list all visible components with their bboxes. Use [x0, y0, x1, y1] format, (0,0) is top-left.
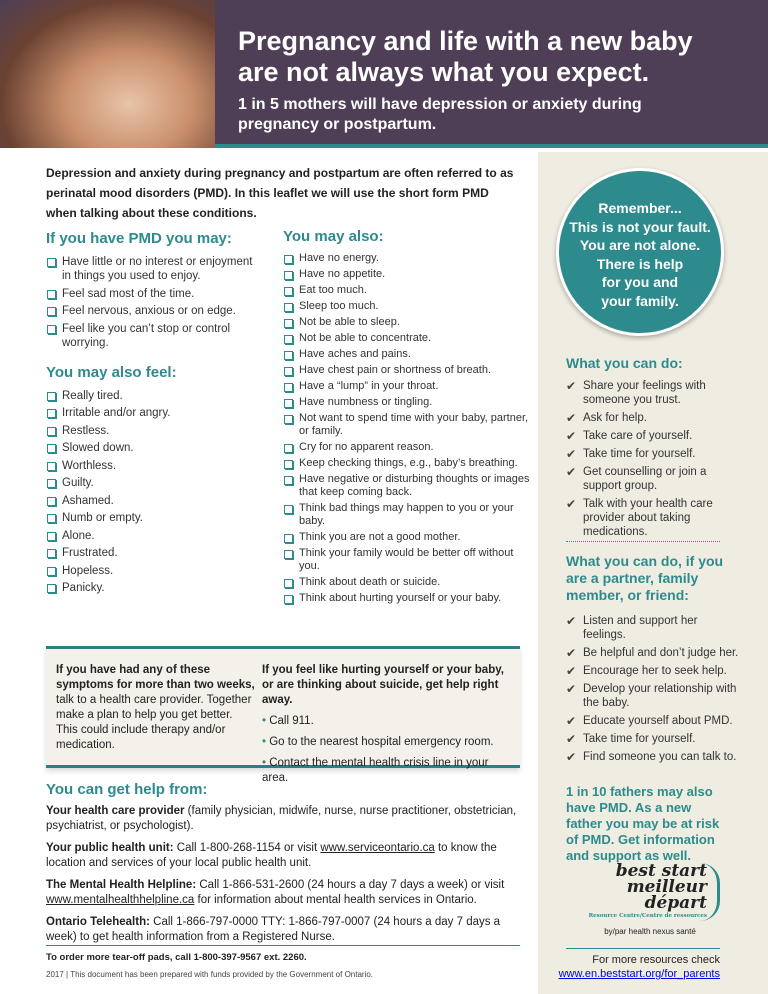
may-item: Feel like you can’t stop or control worrying.	[46, 322, 256, 350]
title-line: are not always what you expect.	[238, 57, 650, 87]
remember-circle	[556, 168, 724, 336]
urgent-item-text: Go to the nearest hospital emergency room.	[269, 736, 494, 748]
best-start-logo	[580, 863, 720, 936]
may-item: Feel sad most of the time.	[46, 287, 256, 301]
remember-line: This is not your fault.	[569, 218, 711, 235]
page-title	[238, 26, 693, 88]
also-item: Think bad things may happen to you or your baby.	[283, 502, 535, 528]
public-health-text: Call 1-800-268-1154 or visit	[173, 842, 321, 854]
funding-line: 2017 | This document has been prepared with funds provided by the Government of Ontario.	[46, 970, 374, 979]
feel-item: Numb or empty.	[46, 511, 256, 525]
feel-item: Panicky.	[46, 581, 256, 595]
sidebar-rule	[566, 948, 720, 949]
also-item: Think you are not a good mother.	[283, 531, 535, 544]
may-list	[46, 255, 256, 350]
also-item: Cry for no apparent reason.	[283, 441, 535, 454]
also-item: Sleep too much.	[283, 300, 535, 313]
also-item: Think your family would be better off without you.	[283, 547, 535, 573]
may-item: Feel nervous, anxious or on edge.	[46, 304, 256, 318]
can-do-heading: What you can do:	[566, 355, 683, 371]
logo-line: Resource Centre/Centre de ressources	[588, 913, 707, 919]
logo-line: meilleur départ	[626, 877, 707, 913]
partner-item: ✔ Educate yourself about PMD.	[566, 714, 741, 728]
intro-text: Depression and anxiety during pregnancy and postpartum are often referred to as perinatal mood disorders (PMD). In this leaflet we will use the short form PMD when talking about these conditions.	[46, 166, 514, 220]
feel-item: Irritable and/or angry.	[46, 406, 256, 420]
also-item: Have chest pain or shortness of breath.	[283, 364, 535, 377]
feel-list	[46, 389, 256, 596]
feel-item: Ashamed.	[46, 494, 256, 508]
public-health-label: Your public health unit:	[46, 842, 174, 854]
urgent-item	[262, 714, 517, 729]
helpline-label: The Mental Health Helpline:	[46, 879, 197, 891]
also-section	[283, 228, 535, 608]
can-do-item: ✔ Share your feelings with someone you trust.	[566, 379, 746, 407]
also-heading: You may also:	[283, 228, 384, 245]
can-do-section	[566, 355, 746, 543]
can-do-item: ✔ Talk with your health care provider about taking medications.	[566, 497, 746, 539]
feel-item: Frustrated.	[46, 546, 256, 560]
bullet-icon: •	[262, 715, 270, 727]
more-resources	[540, 953, 720, 981]
can-do-item: ✔ Take care of yourself.	[566, 429, 746, 443]
bullet-icon: •	[262, 736, 270, 748]
also-item: Not be able to concentrate.	[283, 332, 535, 345]
help-public-health	[46, 841, 526, 871]
partner-list	[566, 614, 741, 764]
provider-label: Your health care provider	[46, 805, 185, 817]
partner-item: ✔ Encourage her to seek help.	[566, 664, 741, 678]
health-nexus-logo: by/par health nexus santé	[604, 927, 696, 936]
provider-text: (family physician, midwife, nurse, nurse practitioner, obstetrician, psychiatrist, or psychologist).	[46, 805, 517, 832]
help-heading: You can get help from:	[46, 781, 208, 798]
feel-item: Really tired.	[46, 389, 256, 403]
year: 2017	[46, 970, 64, 979]
also-item: Have no energy.	[283, 252, 535, 265]
help-telehealth	[46, 915, 526, 945]
urgent-help-box	[46, 646, 520, 784]
feel-item: Restless.	[46, 424, 256, 438]
subtitle-line: pregnancy or postpartum.	[238, 116, 437, 133]
box-list	[262, 714, 517, 786]
also-item: Think about death or suicide.	[283, 576, 535, 589]
order-text: To order more tear-off pads, call 1-800-397-9567 ext. 2260.	[46, 952, 307, 963]
feel-item: Guilty.	[46, 476, 256, 490]
helpline-text: for information about mental health services in Ontario.	[194, 894, 477, 906]
also-item: Think about hurting yourself or your baby.	[283, 592, 535, 605]
box-left-text: talk to a health care provider. Together make a plan to help you get better. This could include therapy and/or medication.	[56, 694, 252, 751]
remember-line: for you and	[601, 274, 679, 290]
partner-heading: What you can do, if you are a partner, family member, or friend:	[566, 553, 724, 603]
also-item: Have aches and pains.	[283, 348, 535, 361]
partner-item: ✔ Listen and support her feelings.	[566, 614, 741, 642]
remember-line: Remember...	[598, 200, 682, 216]
funding-text: This document has been prepared with funds provided by the Government of Ontario.	[70, 970, 374, 979]
subtitle-line: 1 in 5 mothers will have depression or anxiety during	[238, 96, 642, 113]
beststart-link[interactable]: www.en.beststart.org/for_parents	[558, 968, 720, 980]
box-left-bold: If you have had any of these symptoms for more than two weeks,	[56, 664, 255, 691]
feel-item: Alone.	[46, 529, 256, 543]
mother-baby-photo	[0, 0, 215, 148]
remember-line: You are not alone.	[579, 237, 701, 253]
feel-item: Hopeless.	[46, 564, 256, 578]
box-right	[262, 663, 517, 786]
also-item: Not want to spend time with your baby, partner, or family.	[283, 412, 535, 438]
box-right-bold: If you feel like hurting yourself or your baby, or are thinking about suicide, get help right away.	[262, 664, 504, 706]
header-banner	[0, 0, 768, 148]
may-heading: If you have PMD you may:	[46, 230, 232, 247]
help-provider	[46, 804, 526, 834]
also-item: Keep checking things, e.g., baby’s breathing.	[283, 457, 535, 470]
partner-item: ✔ Take time for yourself.	[566, 732, 741, 746]
may-item: Have little or no interest or enjoyment in things you used to enjoy.	[46, 255, 256, 283]
helpline-link[interactable]: www.mentalhealthhelpline.ca	[46, 894, 195, 906]
serviceontario-link[interactable]: www.serviceontario.ca	[320, 842, 435, 854]
urgent-item-text: Call 911.	[269, 715, 314, 727]
may-section	[46, 230, 256, 599]
also-item: Have numbness or tingling.	[283, 396, 535, 409]
also-item: Have a “lump” in your throat.	[283, 380, 535, 393]
footer	[46, 945, 520, 979]
can-do-item: ✔ Ask for help.	[566, 411, 746, 425]
box-left	[56, 663, 256, 753]
can-do-item: ✔ Take time for yourself.	[566, 447, 746, 461]
also-item: Have negative or disturbing thoughts or images that keep coming back.	[283, 473, 535, 499]
partner-item: ✔ Be helpful and don’t judge her.	[566, 646, 741, 660]
can-do-list	[566, 379, 746, 539]
feel-item: Slowed down.	[46, 441, 256, 455]
partner-item: ✔ Develop your relationship with the baby.	[566, 682, 741, 710]
logo-wordmark	[580, 863, 720, 921]
feel-heading: You may also feel:	[46, 363, 177, 381]
help-helpline	[46, 878, 526, 908]
partner-item: ✔ Find someone you can talk to.	[566, 750, 741, 764]
help-section	[46, 782, 526, 945]
telehealth-label: Ontario Telehealth:	[46, 916, 150, 928]
also-item: Not be able to sleep.	[283, 316, 535, 329]
fathers-note: 1 in 10 fathers may also have PMD. As a new father you may be at risk of PMD. Get information and support as well.	[566, 784, 720, 863]
bullet-icon: •	[262, 757, 270, 769]
telehealth-text: Call 1-866-797-0000 TTY: 1-866-797-0007 (24 hours a day 7 days a week) to get health information from a Registered Nurse.	[46, 916, 501, 943]
also-item: Have no appetite.	[283, 268, 535, 281]
feel-item: Worthless.	[46, 459, 256, 473]
also-item: Eat too much.	[283, 284, 535, 297]
logo-line: best start	[615, 861, 707, 881]
can-do-item: ✔ Get counselling or join a support group.	[566, 465, 746, 493]
public-health-text: to know the location and services of your local public health unit.	[46, 842, 497, 869]
more-text: For more resources check	[592, 954, 720, 966]
partner-section	[566, 553, 741, 768]
page-subtitle	[238, 95, 642, 135]
also-list	[283, 252, 535, 605]
urgent-item-text: Contact the mental health crisis line in your area.	[262, 757, 489, 784]
remember-line: your family.	[601, 292, 679, 309]
divider	[566, 541, 720, 542]
title-line: Pregnancy and life with a new baby	[238, 26, 693, 56]
urgent-item	[262, 735, 517, 750]
remember-line: There is help	[596, 255, 684, 272]
helpline-text: Call 1-866-531-2600 (24 hours a day 7 days a week) or visit	[196, 879, 505, 891]
